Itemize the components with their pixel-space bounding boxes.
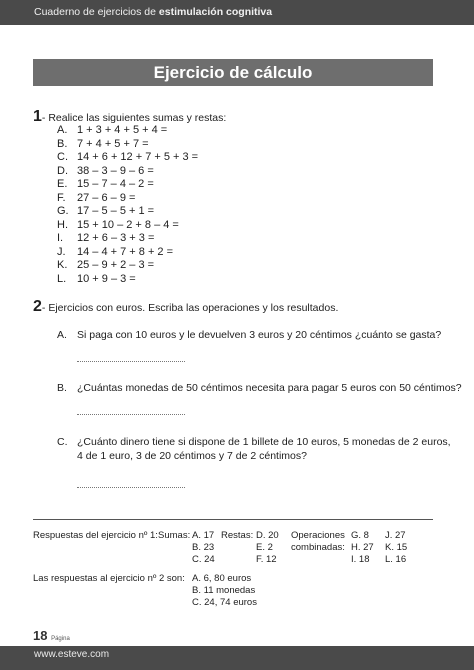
answer-item: E. 2 [256,542,273,553]
answers-restas [256,530,279,566]
list-item [57,273,198,287]
page-number-value: 18 [33,628,48,643]
item-letter: K. [57,259,68,271]
item-expression: 14 – 4 + 7 + 8 + 2 = [77,245,174,258]
header-bold: estimulación cognitiva [158,6,273,18]
answers-combinadas-b [385,530,407,566]
combinadas-label-line: Operaciones [291,530,345,541]
question-2-heading [33,298,338,316]
item-expression: 17 – 5 – 5 + 1 = [77,205,155,217]
item-expression: 10 + 9 – 3 = [77,272,136,285]
answer-item: L. 16 [385,554,407,565]
page-title: Ejercicio de cálculo [33,59,433,86]
list-item [57,219,198,233]
problem-b [57,381,462,395]
item-letter: E. [57,178,68,190]
answer-line-c[interactable] [77,487,185,488]
list-item [57,124,198,138]
answers-2-label: Las respuestas al ejercicio nº 2 son: [33,573,185,584]
document-header [0,0,474,25]
problem-text-line2: 4 de 1 euro, 3 de 20 céntimos y 7 de 2 céntimos? [77,450,307,462]
problem-text: ¿Cuánto dinero tiene si dispone de 1 billete de 10 euros, 5 monedas de 2 euros, [77,436,451,448]
answer-item: F. 12 [256,554,277,565]
item-expression: 1 + 3 + 4 + 5 + 4 = [77,124,168,136]
list-item [57,178,198,192]
answer-item: B. 23 [192,542,215,553]
answers-combinadas-a [351,530,374,566]
item-expression: 15 – 7 – 4 – 2 = [77,178,154,190]
problem-text: ¿Cuántas monedas de 50 céntimos necesita para pagar 5 euros con 50 céntimos? [77,382,462,394]
item-expression: 12 + 6 – 3 + 3 = [77,232,155,244]
question-2-text: - Ejercicios con euros. Escriba las operaciones y los resultados. [41,302,339,314]
item-letter: J. [57,245,66,258]
item-letter: C. [57,151,68,163]
answers-sumas [192,530,215,566]
answer-line-a[interactable] [77,361,185,362]
problem-letter: A. [57,329,67,341]
answer-item: A. 17 [192,530,215,541]
answer-item: G. 8 [351,530,369,541]
answers-restas-label: Restas: [221,530,254,541]
item-expression: 15 + 10 – 2 + 8 – 4 = [77,218,179,231]
answer-item: A. 6, 80 euros [192,573,252,584]
answer-item: J. 27 [385,530,406,541]
problem-text: Si paga con 10 euros y le devuelven 3 euros y 20 céntimos ¿cuánto se gasta? [77,329,442,341]
page-label: Página [51,636,70,642]
list-item [57,232,198,246]
item-letter: G. [57,205,69,217]
item-expression: 14 + 6 + 12 + 7 + 5 + 3 = [77,151,199,163]
answer-item: C. 24 [192,554,215,565]
page-number [33,628,70,643]
item-letter: H. [57,218,68,231]
answers-sumas-label: Sumas: [158,530,191,541]
question-1-number: 1 [33,108,42,125]
answer-item: I. 18 [351,554,370,565]
problem-letter: B. [57,382,67,394]
answers-2-list [192,573,257,609]
question-2-number: 2 [33,298,42,315]
question-1-list [57,124,198,286]
answer-item: D. 20 [256,530,279,541]
item-letter: A. [57,124,68,136]
problem-a [57,328,441,342]
answer-item: H. 27 [351,542,374,553]
item-letter: B. [57,137,68,150]
item-expression: 38 – 3 – 9 – 6 = [77,164,154,177]
problem-letter: C. [57,436,68,448]
header-prefix: Cuaderno de ejercicios de [34,6,156,18]
item-expression: 7 + 4 + 5 + 7 = [77,137,149,150]
footer-url[interactable]: www.esteve.com [0,646,474,670]
list-item [57,138,198,152]
list-item [57,259,198,273]
problem-c [57,435,451,463]
answers-1-label: Respuestas del ejercicio nº 1: [33,530,158,541]
list-item [57,151,198,165]
item-letter: L. [57,272,67,285]
list-item [57,165,198,179]
item-letter: I. [57,232,64,244]
list-item [57,246,198,260]
item-expression: 27 – 6 – 9 = [77,191,136,204]
answers-combinadas-label [291,530,345,554]
question-1-text: - Realice las siguientes sumas y restas: [41,112,227,124]
list-item [57,205,198,219]
item-letter: F. [57,191,66,204]
divider [33,519,433,520]
item-letter: D. [57,164,68,177]
combinadas-label-line: combinadas: [291,542,345,553]
answer-item: C. 24, 74 euros [192,597,257,608]
answer-item: K. 15 [385,542,408,553]
answer-item: B. 11 monedas [192,585,256,596]
answer-line-b[interactable] [77,414,185,415]
item-expression: 25 – 9 + 2 – 3 = [77,259,155,271]
list-item [57,192,198,206]
